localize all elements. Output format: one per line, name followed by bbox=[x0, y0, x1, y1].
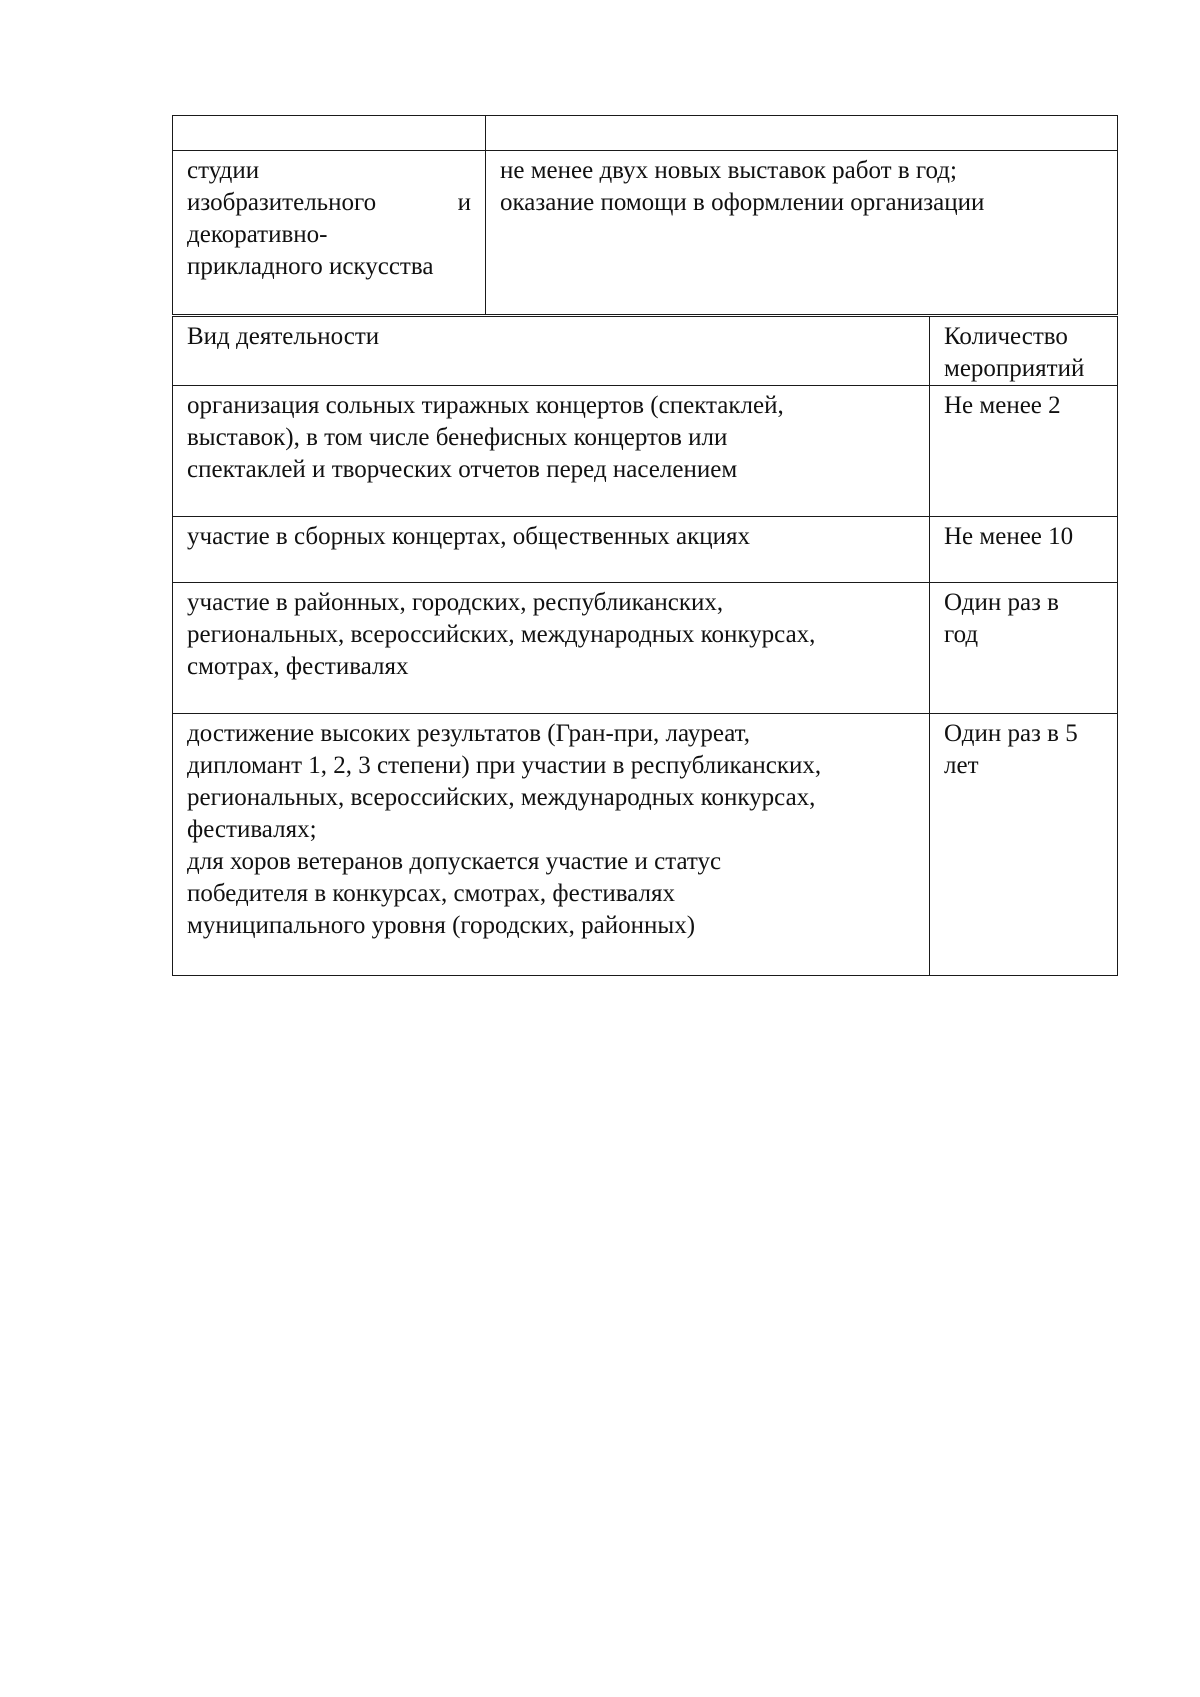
activity-cell bbox=[173, 714, 930, 976]
studio-row bbox=[173, 151, 1118, 315]
count-cell bbox=[930, 517, 1118, 583]
activity-cell bbox=[173, 583, 930, 714]
count-cell bbox=[930, 583, 1118, 714]
activity-cell bbox=[173, 386, 930, 517]
text-line: выставок), в том числе бенефисных концертов или bbox=[187, 424, 728, 451]
header-activity-cell bbox=[173, 317, 930, 386]
text-line: Количество bbox=[944, 323, 1068, 350]
studio-description-cell bbox=[486, 151, 1118, 315]
studio-name-cell bbox=[173, 151, 486, 315]
table-row bbox=[173, 517, 1118, 583]
table-row bbox=[173, 386, 1118, 517]
text-line: фестивалях; bbox=[187, 816, 317, 843]
text-line: участие в районных, городских, республиканских, bbox=[187, 589, 724, 616]
text-line: Один раз в bbox=[944, 589, 1059, 616]
text-line: оказание помощи в оформлении организации bbox=[500, 189, 985, 216]
text-line: региональных, всероссийских, международных конкурсах, bbox=[187, 784, 816, 811]
text-line: лет bbox=[944, 752, 979, 779]
table-row bbox=[173, 714, 1118, 976]
text-line: мероприятий bbox=[944, 355, 1085, 382]
text-line: декоративно- bbox=[187, 221, 328, 248]
text-line: не менее двух новых выставок работ в год; bbox=[500, 157, 957, 184]
text-line: организация сольных тиражных концертов (спектаклей, bbox=[187, 392, 784, 419]
text-line: год bbox=[944, 621, 979, 648]
justified-line bbox=[187, 187, 471, 219]
header-activity-label: Вид деятельности bbox=[187, 323, 380, 350]
text-line: смотрах, фестивалях bbox=[187, 653, 409, 680]
text-line: Не менее 2 bbox=[944, 392, 1061, 419]
text-line: прикладного искусства bbox=[187, 253, 434, 280]
studio-table bbox=[172, 115, 1118, 315]
count-cell bbox=[930, 386, 1118, 517]
text-line: спектаклей и творческих отчетов перед населением bbox=[187, 456, 738, 483]
text-line: региональных, всероссийских, международных конкурсах, bbox=[187, 621, 816, 648]
table-header-row bbox=[173, 317, 1118, 386]
text-word: и bbox=[457, 189, 471, 216]
text-line: Один раз в 5 bbox=[944, 720, 1078, 747]
activity-cell bbox=[173, 517, 930, 583]
table-row bbox=[173, 583, 1118, 714]
text-line: достижение высоких результатов (Гран-при, лауреат, bbox=[187, 720, 750, 747]
empty-cell bbox=[173, 116, 486, 151]
activity-table bbox=[172, 316, 1118, 976]
header-count-cell bbox=[930, 317, 1118, 386]
text-line: студии bbox=[187, 157, 260, 184]
count-cell bbox=[930, 714, 1118, 976]
text-line: участие в сборных концертах, общественных акциях bbox=[187, 523, 751, 550]
text-line: для хоров ветеранов допускается участие и статус bbox=[187, 848, 722, 875]
text-line: муниципального уровня (городских, районных) bbox=[187, 912, 696, 939]
text-line: Не менее 10 bbox=[944, 523, 1074, 550]
empty-row bbox=[173, 116, 1118, 151]
text-word: изобразительного bbox=[187, 189, 377, 216]
text-line: дипломант 1, 2, 3 степени) при участии в республиканских, bbox=[187, 752, 822, 779]
empty-cell bbox=[486, 116, 1118, 151]
text-line: победителя в конкурсах, смотрах, фестивалях bbox=[187, 880, 675, 907]
